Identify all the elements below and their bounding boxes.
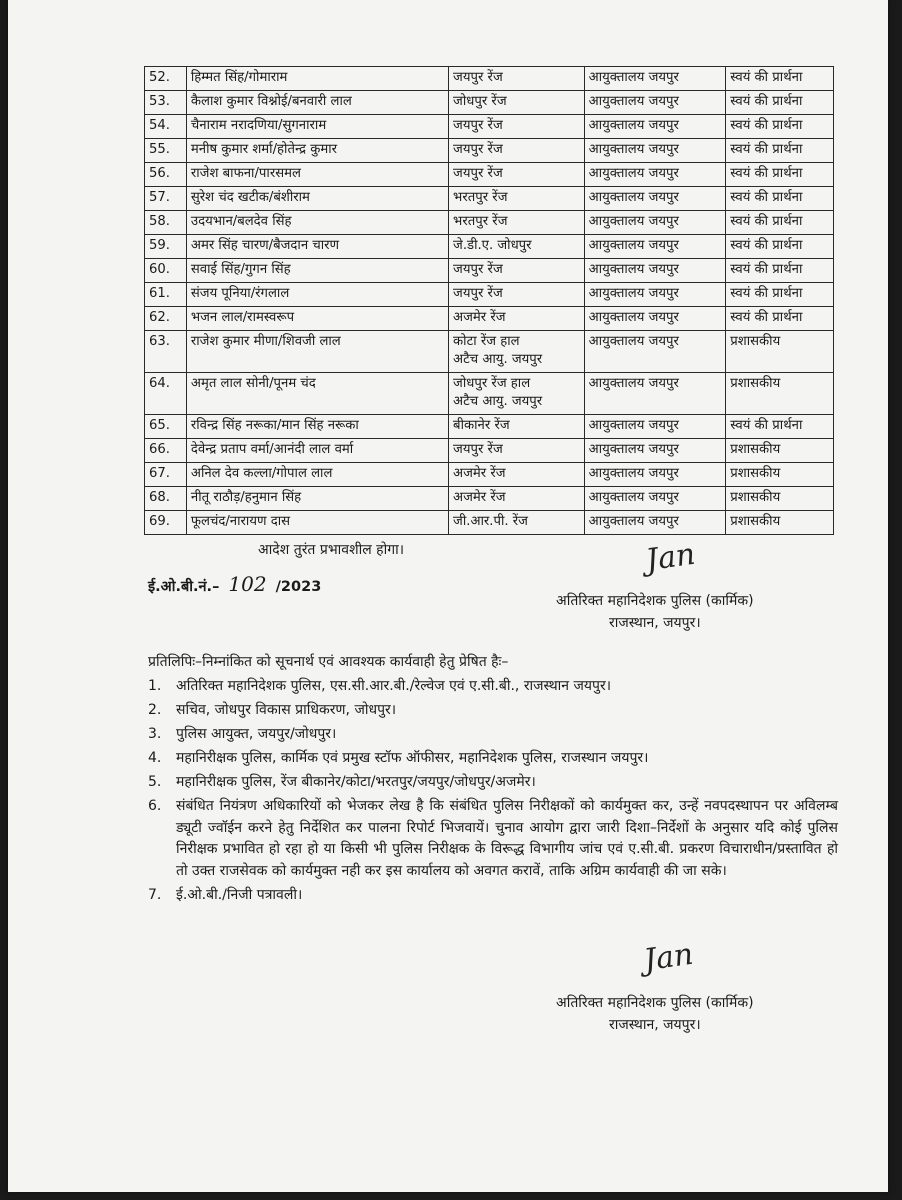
signatory-location: राजस्थान, जयपुर। — [608, 1017, 701, 1033]
list-item-number: 5. — [148, 774, 162, 790]
list-item-text: ई.ओ.बी./निजी पत्रावली। — [176, 886, 303, 903]
posted-office-cell: आयुक्तालय जयपुर — [584, 487, 726, 511]
copy-heading: प्रतिलिपिः–निम्नांकित को सूचनार्थ एवं आवश्यक कार्यवाही हेतु प्रेषित हैः– — [148, 654, 509, 670]
table-row — [145, 487, 834, 511]
serial-number-cell: 64. — [145, 373, 187, 415]
posted-office-cell: आयुक्तालय जयपुर — [584, 139, 726, 163]
signature-image: Jan — [641, 936, 696, 979]
current-range-cell: जयपुर रेंज — [449, 283, 585, 307]
list-item-number: 1. — [148, 678, 162, 694]
officer-name-cell: चैनाराम नरादणिया/सुगनाराम — [186, 115, 448, 139]
transfer-reason-cell: स्वयं की प्रार्थना — [726, 91, 834, 115]
officer-name-cell: संजय पूनिया/रंगलाल — [186, 283, 448, 307]
table-row — [145, 235, 834, 259]
serial-number-cell: 55. — [145, 139, 187, 163]
signatory-designation: अतिरिक्त महानिदेशक पुलिस (कार्मिक) — [556, 593, 754, 609]
table-row — [145, 67, 834, 91]
current-range-cell: भरतपुर रेंज — [449, 211, 585, 235]
posted-office-cell: आयुक्तालय जयपुर — [584, 331, 726, 373]
transfer-reason-cell: प्रशासकीय — [726, 439, 834, 463]
transfer-reason-cell: स्वयं की प्रार्थना — [726, 259, 834, 283]
posted-office-cell: आयुक्तालय जयपुर — [584, 373, 726, 415]
list-item-text: महानिरीक्षक पुलिस, रेंज बीकानेर/कोटा/भरतपुर/जयपुर/जोधपुर/अजमेर। — [176, 774, 536, 790]
serial-number-cell: 67. — [145, 463, 187, 487]
officer-name-cell: अमर सिंह चारण/बैजदान चारण — [186, 235, 448, 259]
signatory-block — [556, 992, 754, 1036]
current-range-cell: अजमेर रेंज — [449, 463, 585, 487]
posted-office-cell: आयुक्तालय जयपुर — [584, 211, 726, 235]
current-range-cell: बीकानेर रेंज — [449, 415, 585, 439]
table-row — [145, 283, 834, 307]
posted-office-cell: आयुक्तालय जयपुर — [584, 115, 726, 139]
list-item — [148, 700, 838, 722]
list-item — [148, 748, 838, 770]
officer-name-cell: कैलाश कुमार विश्नोई/बनवारी लाल — [186, 91, 448, 115]
order-number-suffix: /2023 — [275, 579, 322, 595]
posted-office-cell: आयुक्तालय जयपुर — [584, 259, 726, 283]
list-item — [148, 796, 838, 882]
transfer-reason-cell: स्वयं की प्रार्थना — [726, 139, 834, 163]
list-item-number: 2. — [148, 702, 162, 718]
officer-name-cell: मनीष कुमार शर्मा/होतेन्द्र कुमार — [186, 139, 448, 163]
list-item — [148, 772, 838, 794]
table-row — [145, 373, 834, 415]
list-item — [148, 724, 838, 746]
officer-name-cell: राजेश बाफना/पारसमल — [186, 163, 448, 187]
signatory-location: राजस्थान, जयपुर। — [608, 615, 701, 631]
list-item-number: 6. — [148, 798, 162, 814]
posted-office-cell: आयुक्तालय जयपुर — [584, 235, 726, 259]
order-number-handwritten: 102 — [228, 572, 267, 596]
posted-office-cell: आयुक्तालय जयपुर — [584, 511, 726, 535]
serial-number-cell: 60. — [145, 259, 187, 283]
current-range-cell: जयपुर रेंज — [449, 67, 585, 91]
officer-name-cell: भजन लाल/रामस्वरूप — [186, 307, 448, 331]
posted-office-cell: आयुक्तालय जयपुर — [584, 463, 726, 487]
transfer-reason-cell: प्रशासकीय — [726, 373, 834, 415]
table-row — [145, 415, 834, 439]
current-range-cell: जयपुर रेंज — [449, 439, 585, 463]
transfer-reason-cell: स्वयं की प्रार्थना — [726, 187, 834, 211]
serial-number-cell: 66. — [145, 439, 187, 463]
current-range-cell: जयपुर रेंज — [449, 163, 585, 187]
copy-list — [148, 676, 838, 909]
transfer-reason-cell: स्वयं की प्रार्थना — [726, 67, 834, 91]
transfer-reason-cell: स्वयं की प्रार्थना — [726, 415, 834, 439]
serial-number-cell: 61. — [145, 283, 187, 307]
posted-office-cell: आयुक्तालय जयपुर — [584, 91, 726, 115]
officer-name-cell: हिम्मत सिंह/गोमाराम — [186, 67, 448, 91]
list-item-text: सचिव, जोधपुर विकास प्राधिकरण, जोधपुर। — [176, 702, 397, 718]
transfer-table — [144, 66, 834, 535]
table-row — [145, 163, 834, 187]
serial-number-cell: 62. — [145, 307, 187, 331]
serial-number-cell: 59. — [145, 235, 187, 259]
officer-name-cell: देवेन्द्र प्रताप वर्मा/आनंदी लाल वर्मा — [186, 439, 448, 463]
current-range-cell: जी.आर.पी. रेंज — [449, 511, 585, 535]
list-item — [148, 885, 838, 907]
list-item-text: संबंधित नियंत्रण अधिकारियों को भेजकर लेख है कि संबंधित पुलिस निरीक्षकों को कार्यमुक्त कर, उन्हें नवपदस्थापन पर अविलम्ब ड्यूटी ज्वॉईन करने हेतु निर्देशित कर पालना रिपोर्ट भिजवायें। चुनाव आयोग द्वारा जारी दिशा–निर्देशों के अनुसार यदि कोई पुलिस निरीक्षक प्रभावित हो रहा हो या किसी भी पुलिस निरीक्षक के विरूद्ध विभागीय जांच एवं ए.सी.बी. प्रकरण विचाराधीन/प्रस्तावित हो तो उक्त राजसेवक को कार्यमुक्त नही कर इस कार्यालय को अवगत करावें, ताकि अग्रिम कार्यवाही की जा सके। — [176, 798, 838, 879]
signatory-designation: अतिरिक्त महानिदेशक पुलिस (कार्मिक) — [556, 995, 754, 1011]
serial-number-cell: 53. — [145, 91, 187, 115]
transfer-reason-cell: स्वयं की प्रार्थना — [726, 283, 834, 307]
table-row — [145, 91, 834, 115]
document-page — [8, 0, 888, 1192]
officer-name-cell: फूलचंद/नारायण दास — [186, 511, 448, 535]
list-item-number: 4. — [148, 750, 162, 766]
list-item-text: महानिरीक्षक पुलिस, कार्मिक एवं प्रमुख स्टॉफ ऑफीसर, महानिदेशक पुलिस, राजस्थान जयपुर। — [176, 750, 649, 766]
posted-office-cell: आयुक्तालय जयपुर — [584, 187, 726, 211]
officer-name-cell: उदयभान/बलदेव सिंह — [186, 211, 448, 235]
table-row — [145, 139, 834, 163]
list-item-number: 7. — [148, 886, 162, 903]
list-item-text: पुलिस आयुक्त, जयपुर/जोधपुर। — [176, 726, 337, 742]
officer-name-cell: नीतू राठौड़/हनुमान सिंह — [186, 487, 448, 511]
current-range-cell: जे.डी.ए. जोधपुर — [449, 235, 585, 259]
posted-office-cell: आयुक्तालय जयपुर — [584, 415, 726, 439]
posted-office-cell: आयुक्तालय जयपुर — [584, 307, 726, 331]
serial-number-cell: 68. — [145, 487, 187, 511]
posted-office-cell: आयुक्तालय जयपुर — [584, 439, 726, 463]
serial-number-cell: 65. — [145, 415, 187, 439]
order-effective-note: आदेश तुरंत प्रभावशील होगा। — [258, 542, 405, 558]
serial-number-cell: 56. — [145, 163, 187, 187]
serial-number-cell: 57. — [145, 187, 187, 211]
list-item — [148, 676, 838, 698]
current-range-cell: अजमेर रेंज — [449, 487, 585, 511]
serial-number-cell: 63. — [145, 331, 187, 373]
transfer-reason-cell: स्वयं की प्रार्थना — [726, 211, 834, 235]
signature-image: Jan — [643, 536, 698, 579]
transfer-reason-cell: प्रशासकीय — [726, 487, 834, 511]
table-row — [145, 511, 834, 535]
current-range-cell: भरतपुर रेंज — [449, 187, 585, 211]
table-row — [145, 439, 834, 463]
current-range-cell: जयपुर रेंज — [449, 115, 585, 139]
transfer-reason-cell: स्वयं की प्रार्थना — [726, 115, 834, 139]
transfer-reason-cell: स्वयं की प्रार्थना — [726, 235, 834, 259]
current-range-cell: अजमेर रेंज — [449, 307, 585, 331]
officer-name-cell: राजेश कुमार मीणा/शिवजी लाल — [186, 331, 448, 373]
serial-number-cell: 52. — [145, 67, 187, 91]
officer-name-cell: सुरेश चंद खटीक/बंशीराम — [186, 187, 448, 211]
table-row — [145, 463, 834, 487]
posted-office-cell: आयुक्तालय जयपुर — [584, 163, 726, 187]
officer-name-cell: अनिल देव कल्ला/गोपाल लाल — [186, 463, 448, 487]
table-row — [145, 259, 834, 283]
transfer-reason-cell: स्वयं की प्रार्थना — [726, 163, 834, 187]
officer-name-cell: सवाई सिंह/गुगन सिंह — [186, 259, 448, 283]
table-row — [145, 331, 834, 373]
current-range-cell: जोधपुर रेंज हाल अटैच आयु. जयपुर — [449, 373, 585, 415]
order-number-prefix: ई.ओ.बी.नं.– — [148, 579, 220, 595]
order-number — [148, 572, 321, 596]
table-row — [145, 115, 834, 139]
serial-number-cell: 58. — [145, 211, 187, 235]
list-item-text: अतिरिक्त महानिदेशक पुलिस, एस.सी.आर.बी./रेल्वेज एवं ए.सी.बी., राजस्थान जयपुर। — [176, 678, 612, 694]
transfer-reason-cell: प्रशासकीय — [726, 331, 834, 373]
posted-office-cell: आयुक्तालय जयपुर — [584, 67, 726, 91]
signatory-block — [556, 590, 754, 634]
current-range-cell: जयपुर रेंज — [449, 259, 585, 283]
officer-name-cell: अमृत लाल सोनी/पूनम चंद — [186, 373, 448, 415]
current-range-cell: कोटा रेंज हाल अटैच आयु. जयपुर — [449, 331, 585, 373]
serial-number-cell: 54. — [145, 115, 187, 139]
transfer-reason-cell: प्रशासकीय — [726, 463, 834, 487]
transfer-table-body — [145, 67, 834, 535]
table-row — [145, 307, 834, 331]
table-row — [145, 211, 834, 235]
table-row — [145, 187, 834, 211]
transfer-reason-cell: प्रशासकीय — [726, 511, 834, 535]
posted-office-cell: आयुक्तालय जयपुर — [584, 283, 726, 307]
transfer-reason-cell: स्वयं की प्रार्थना — [726, 307, 834, 331]
list-item-number: 3. — [148, 726, 162, 742]
current-range-cell: जयपुर रेंज — [449, 139, 585, 163]
current-range-cell: जोधपुर रेंज — [449, 91, 585, 115]
serial-number-cell: 69. — [145, 511, 187, 535]
officer-name-cell: रविन्द्र सिंह नरूका/मान सिंह नरूका — [186, 415, 448, 439]
